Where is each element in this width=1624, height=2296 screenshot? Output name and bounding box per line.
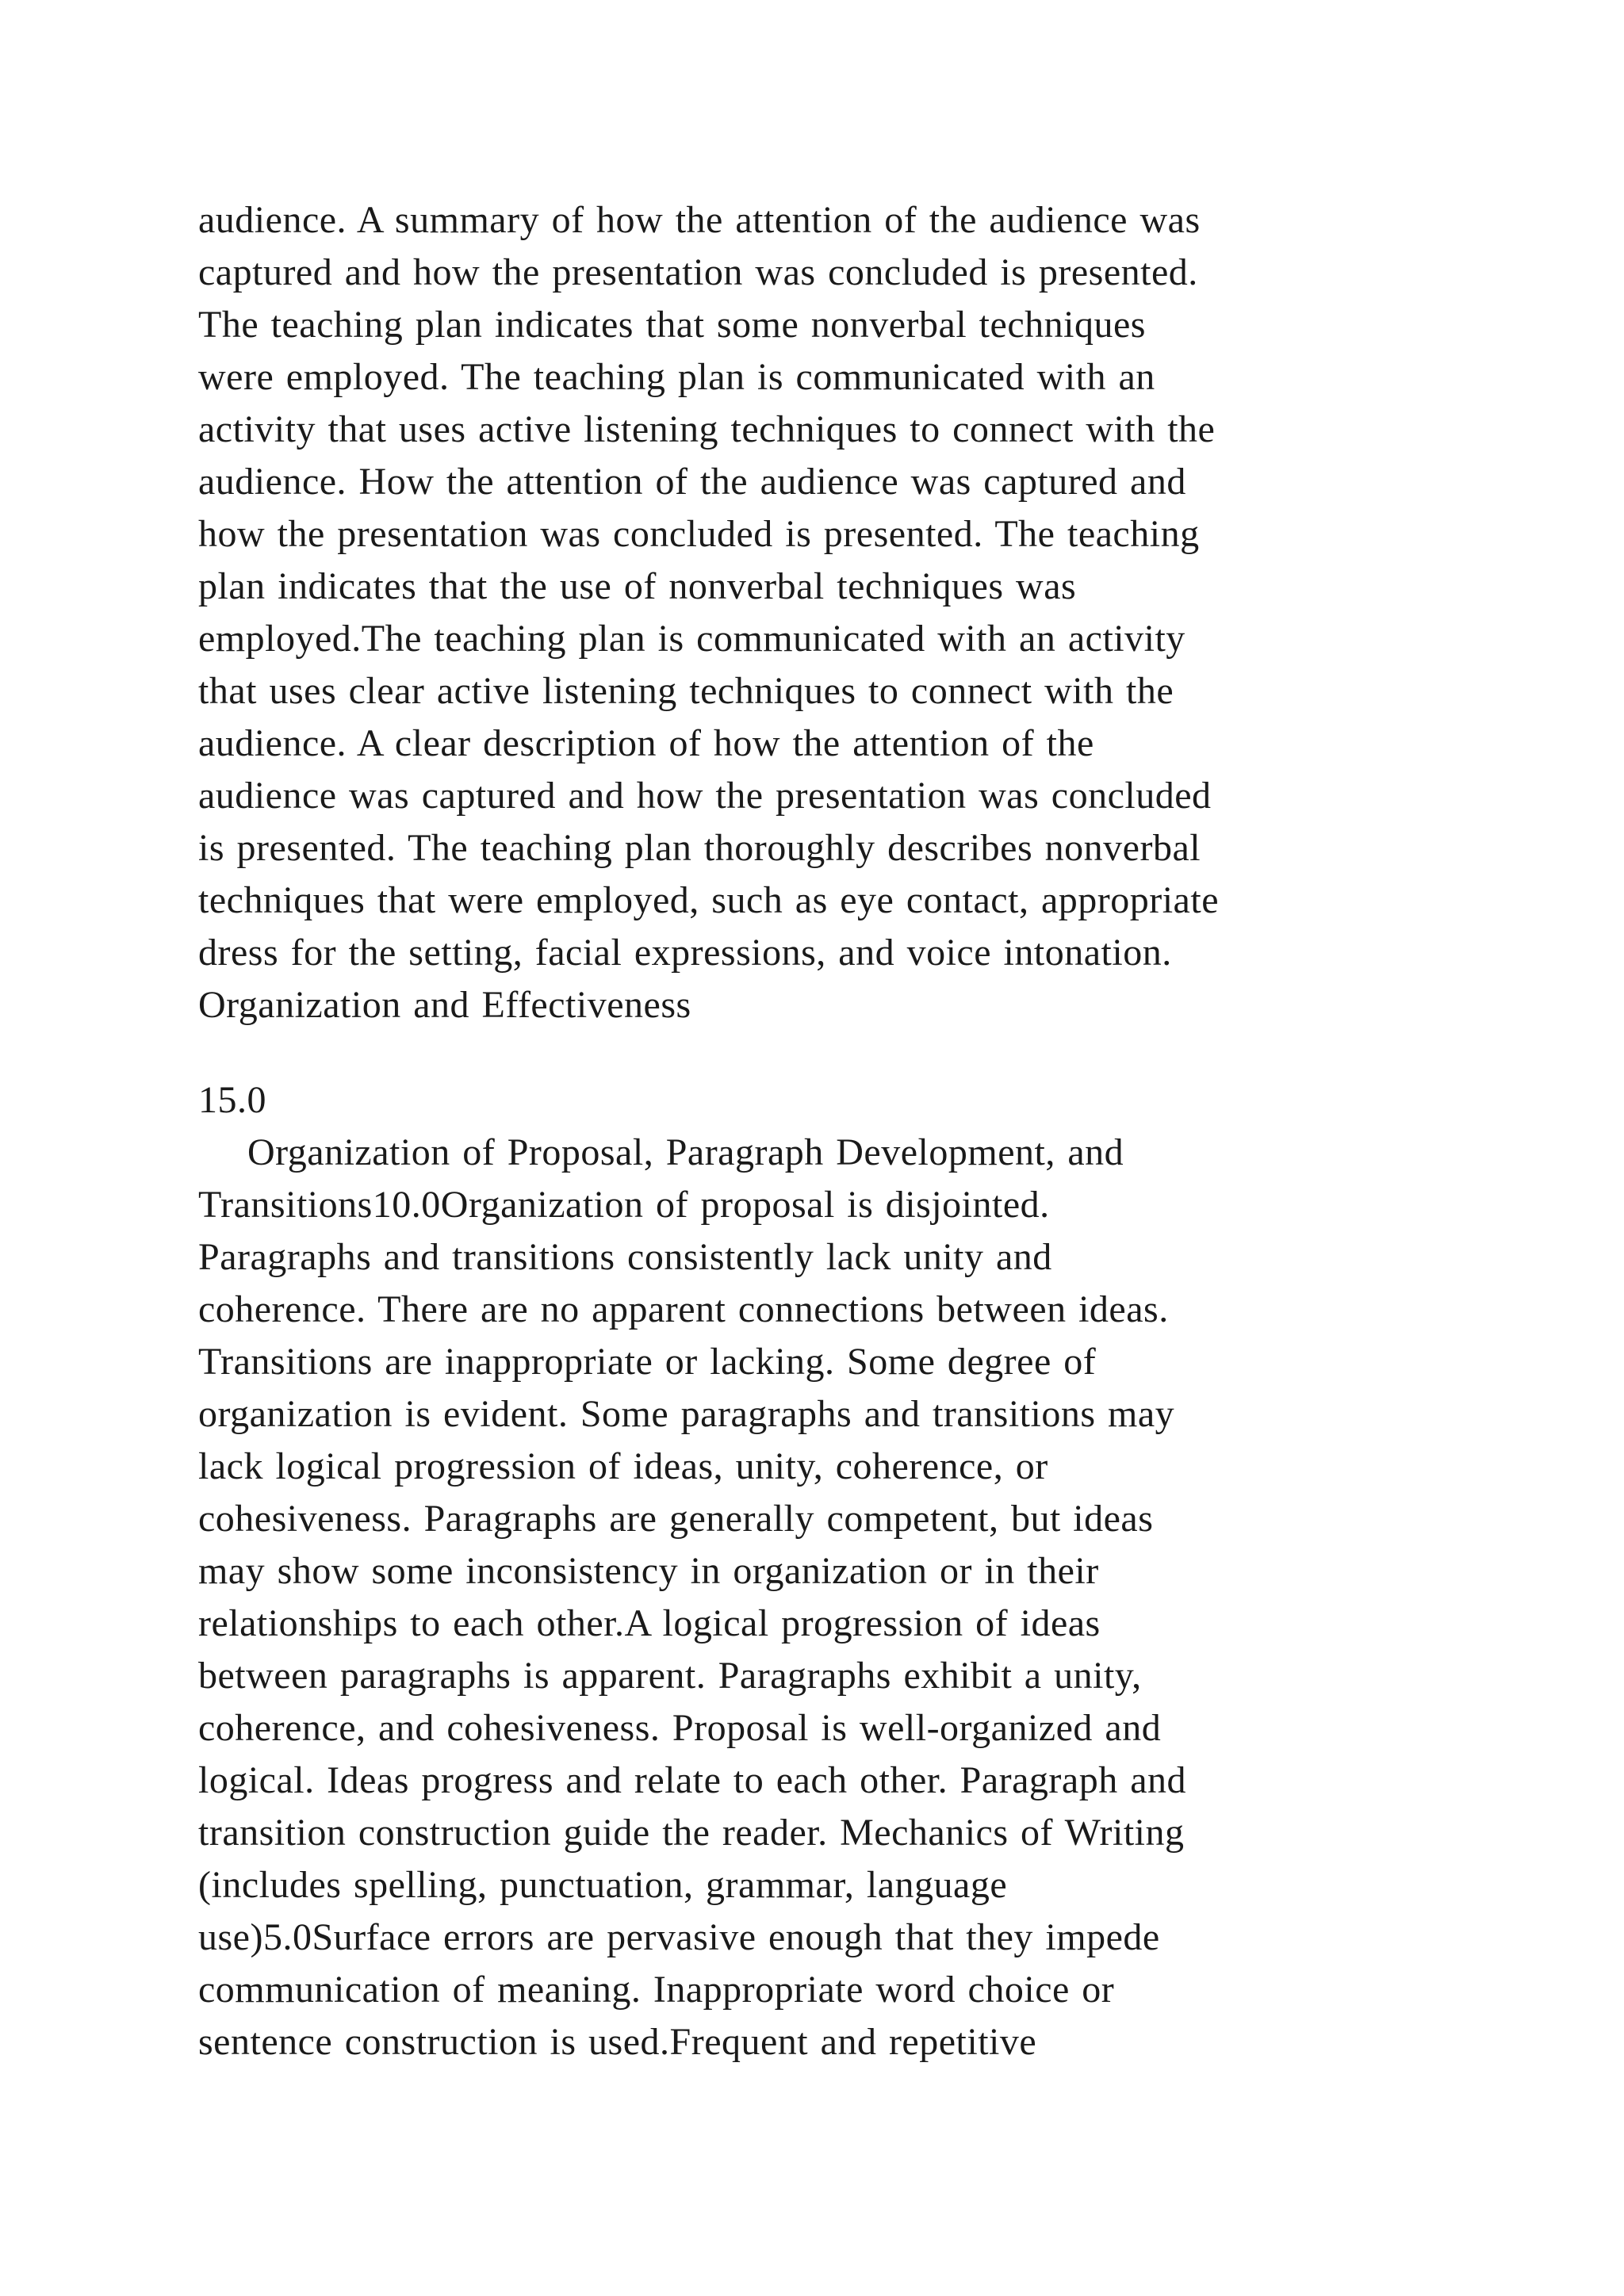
paragraph-audience-criteria: audience. A summary of how the attention of the audience was captured and how the presentation was concluded is presented. The teaching plan indicates that some nonverbal techniques were employed. The teaching plan is communicated with an activity that uses active listening techniques to connect with the audience. How the attention of the audience was captured and how the presentation was concluded is presented. The teaching plan indicates that the use of nonverbal techniques was employed.The teaching plan is communicated with an activity that uses clear active listening techniques to connect with the audience. A clear description of how the attention of the audience was captured and how the presentation was concluded is presented. The teaching plan thoroughly describes nonverbal techniques that were employed, such as eye contact, appropriate dress for the setting, facial expressions, and voice intonation. Organization and Effectiveness [198, 199, 1219, 1026]
paragraph-organization-criteria: Organization of Proposal, Paragraph Development, and Transitions10.0Organization of proposal is disjointed. Paragraphs and transitions consistently lack unity and coherence. There are no apparent connections between ideas. Transitions are inappropriate or lacking. Some degree of organization is evident. Some paragraphs and transitions may lack logical progression of ideas, unity, coherence, or cohesiveness. Paragraphs are generally competent, but ideas may show some inconsistency in organization or in their relationships to each other.A logical progression of ideas between paragraphs is apparent. Paragraphs exhibit a unity, coherence, and cohesiveness. Proposal is well-organized and logical. Ideas progress and relate to each other. Paragraph and transition construction guide the reader. Mechanics of Writing (includes spelling, punctuation, grammar, language use)5.0Surface errors are pervasive enough that they impede communication of meaning. Inappropriate word choice or sentence construction is used.Frequent and repetitive [198, 1131, 1187, 2063]
score-value: 15.0 [198, 1079, 266, 1121]
